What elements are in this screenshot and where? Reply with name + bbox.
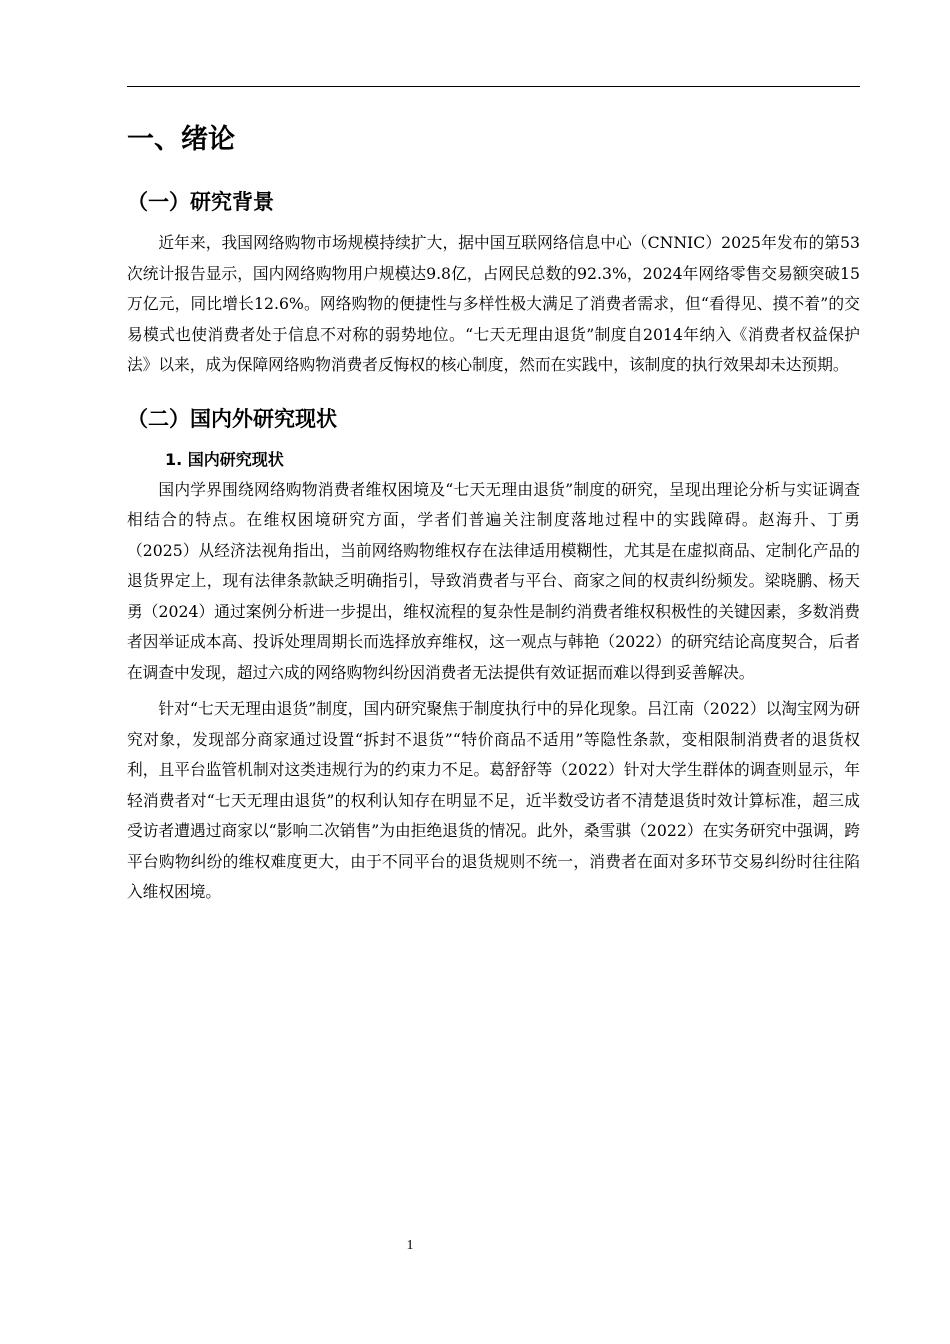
- page-number: 1: [406, 1238, 414, 1253]
- chapter-title: 一、绪论: [127, 124, 235, 155]
- paragraph-domestic-1: 国内学界围绕网络购物消费者维权困境及“七天无理由退货”制度的研究，呈现出理论分析与实证调查相结合的特点。在维权困境研究方面，学者们普遍关注制度落地过程中的实践障碍。赵海升、丁勇（2025）从经济法视角指出，当前网络购物维权存在法律适用模糊性，尤其是在虚拟商品、定制化产品的退货界定上，现有法律条款缺乏明确指引，导致消费者与平台、商家之间的权责纠纷频发。梁晓鹏、杨天勇（2024）通过案例分析进一步提出，维权流程的复杂性是制约消费者维权积极性的关键因素，多数消费者因举证成本高、投诉处理周期长而选择放弃维权，这一观点与韩艳（2022）的研究结论高度契合，后者在调查中发现，超过六成的网络购物纠纷因消费者无法提供有效证据而难以得到妥善解决。: [127, 479, 860, 682]
- section-heading-research-status: （二）国内外研究现状: [127, 406, 337, 431]
- header-rule: [127, 86, 860, 87]
- paragraph-domestic-2: 针对“七天无理由退货”制度，国内研究聚焦于制度执行中的异化现象。吕江南（2022）以淘宝网为研究对象，发现部分商家通过设置“拆封不退货”“特价商品不适用”等隐性条款，变相限制消费者的退货权利，且平台监管机制对这类违规行为的约束力不足。葛舒舒等（2022）针对大学生群体的调查则显示，年轻消费者对“七天无理由退货”的权利认知存在明显不足，近半数受访者不清楚退货时效计算标准，超三成受访者遭遇过商家以“影响二次销售”为由拒绝退货的情况。此外，桑雪骐（2022）在实务研究中强调，跨平台购物纠纷的维权难度更大，由于不同平台的退货规则不统一，消费者在面对多环节交易纠纷时往往陷入维权困境。: [127, 699, 860, 901]
- paragraph-background: 近年来，我国网络购物市场规模持续扩大，据中国互联网络信息中心（CNNIC）2025年发布的第53次统计报告显示，国内网络购物用户规模达9.8亿，占网民总数的92.3%，2024年网络零售交易额突破15万亿元，同比增长12.6%。网络购物的便捷性与多样性极大满足了消费者需求，但“看得见、摸不着”的交易模式也使消费者处于信息不对称的弱势地位。“七天无理由退货”制度自2014年纳入《消费者权益保护法》以来，成为保障网络购物消费者反悔权的核心制度，然而在实践中，该制度的执行效果却未达预期。: [127, 233, 860, 374]
- section-heading-background: （一）研究背景: [127, 190, 274, 214]
- document-body: [127, 112, 860, 908]
- subheading-domestic-research: 1. 国内研究现状: [165, 449, 284, 469]
